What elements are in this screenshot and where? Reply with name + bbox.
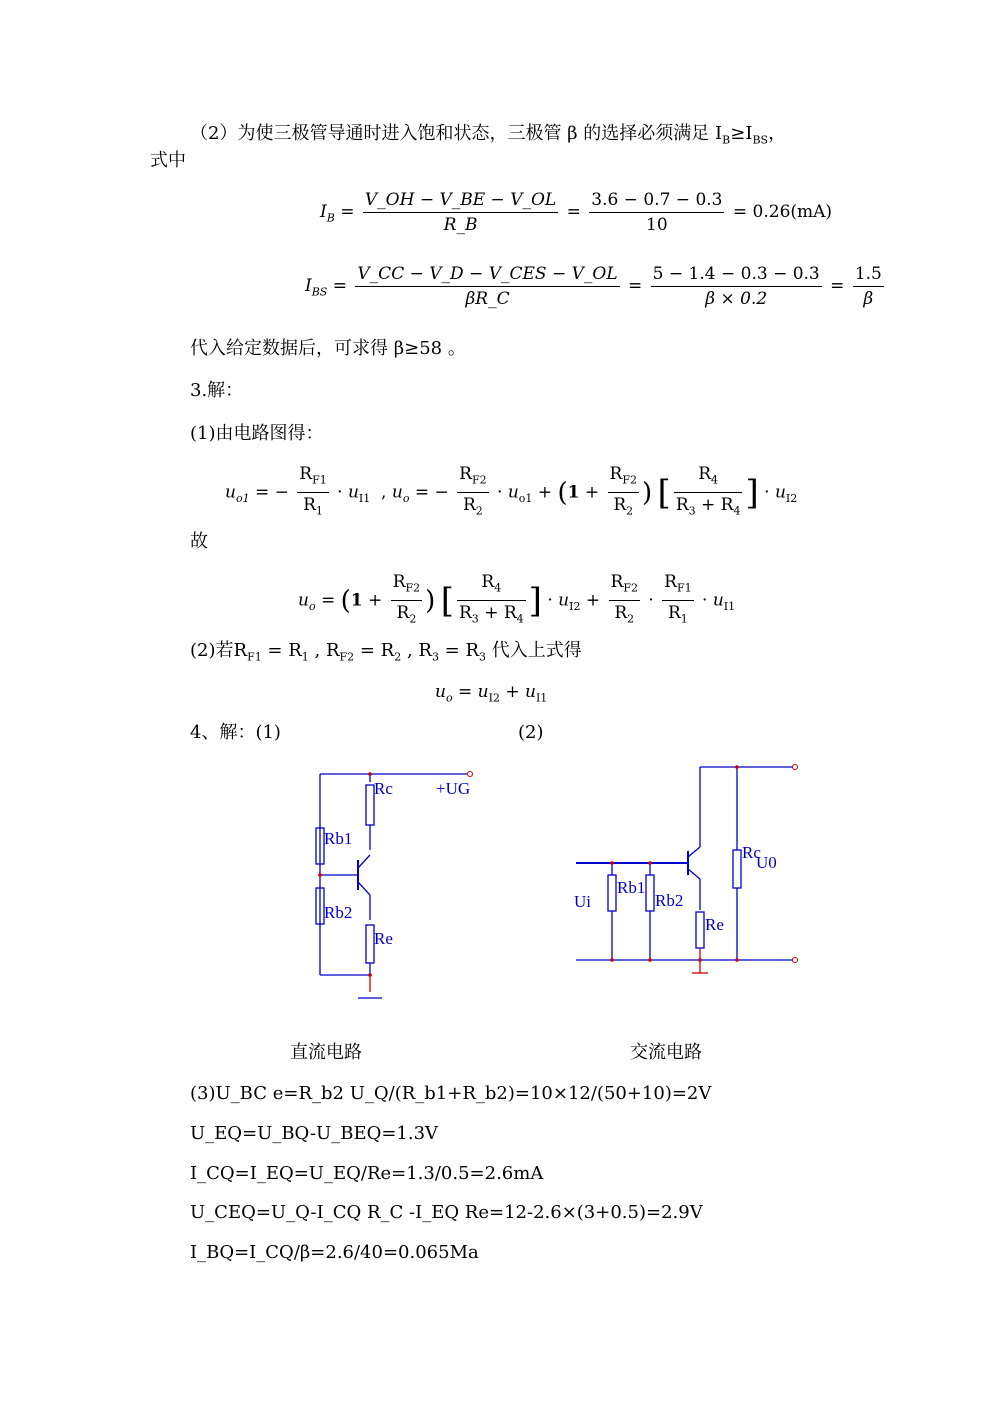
dc-rb2-label: Rb2: [324, 903, 353, 922]
ac-rb2-label: Rb2: [655, 891, 684, 910]
section3-part2: (2)若$R_{F1} = R_1$ , $R_{F2} = R_2$ , $R_3 = R_3$ 代入上式得: [190, 640, 582, 664]
dc-circuit-diagram: [300, 760, 500, 1010]
ac-ui-label: Ui: [574, 892, 591, 911]
equation-uo: $u_o = (1$ + $\frac{R_{F2}}{R_2}$ ) [ $\frac{R_4}{R_3 + R_4}$ ] · $u_{I2}$ + $\frac{R_{F2}}{R_2}$ · $\frac{R_{F1}}{R_1}$ · $u_{I1}$: [298, 572, 736, 626]
result-line-1: (3)U_BC e=R_b2 U_Q/(R_b1+R_b2)=10×12/(50+10)=2V: [190, 1083, 712, 1104]
equation-ibs: $I_{BS}$ = $\frac{\text{V\_CC − V\_D − V\_CES − V\_OL}}{\beta R\_C}$ = $\frac{5 - 1.4 - 0.3 - 0.3}{\beta \times 0.2}$ = $\frac{1.5}{\beta}$: [305, 264, 882, 309]
dc-caption: 直流电路: [290, 1042, 362, 1063]
dc-rb1-label: Rb1: [324, 829, 353, 848]
ac-caption: 交流电路: [630, 1042, 702, 1063]
result-line-2: U_EQ=U_BQ-U_BEQ=1.3V: [190, 1123, 439, 1144]
ac-circuit-diagram: [570, 755, 810, 980]
ac-rb1-label: Rb1: [617, 878, 646, 897]
section4-title: 4、解：(1): [190, 722, 281, 743]
p2-line1: （2）为使三极管导通时进入饱和状态，三极管 β 的选择必须满足 $I_B\ge I_{BS}$，: [190, 123, 787, 147]
result-line-3: I_CQ=I_EQ=U_EQ/Re=1.3/0.5=2.6mA: [190, 1163, 544, 1184]
section3-title: 3.解：: [190, 380, 244, 401]
dc-re-label: Re: [374, 929, 393, 948]
section4-part2: (2): [518, 722, 544, 743]
result-line-5: I_BQ=I_CQ/β=2.6/40=0.065Ma: [190, 1242, 479, 1263]
ac-re-label: Re: [705, 915, 724, 934]
dc-ug-label: +UG: [436, 779, 471, 798]
p2-line2: 式中: [150, 150, 186, 171]
result-line-4: U_CEQ=U_Q-I_CQ R_C -I_EQ Re=12-2.6×(3+0.5)=2.9V: [190, 1202, 703, 1223]
final-equation: $u_o = u_{I2} + u_{I1}$: [435, 682, 548, 705]
equation-ib: $I_B$ = $\frac{V\_OH - V\_BE - V\_OL}{R\_B}$ = $\frac{3.6 - 0.7 - 0.3}{10}$ = 0.26(mA): [320, 190, 833, 235]
conclusion: 代入给定数据后，可求得 β≥58 。: [190, 338, 466, 359]
ac-u0-label: U0: [756, 853, 777, 872]
section3-part1: (1)由电路图得：: [190, 423, 324, 444]
ac-rc-label: Rc: [742, 843, 761, 862]
dc-rc-label: Rc: [374, 779, 393, 798]
therefore: 故: [190, 531, 208, 552]
equation-uo1: $u_{o1}$ = − $\frac{R_{F1}}{R_1}$ · $u_{I1}$ , $u_o$ = − $\frac{R_{F2}}{R_2}$ · $u_{o1} + (1$ + $\frac{R_{F2}}{R_2}$ ) [ $\frac{R_4}{R_3 + R_4}$ ] · $u_{I2}$: [225, 464, 798, 518]
